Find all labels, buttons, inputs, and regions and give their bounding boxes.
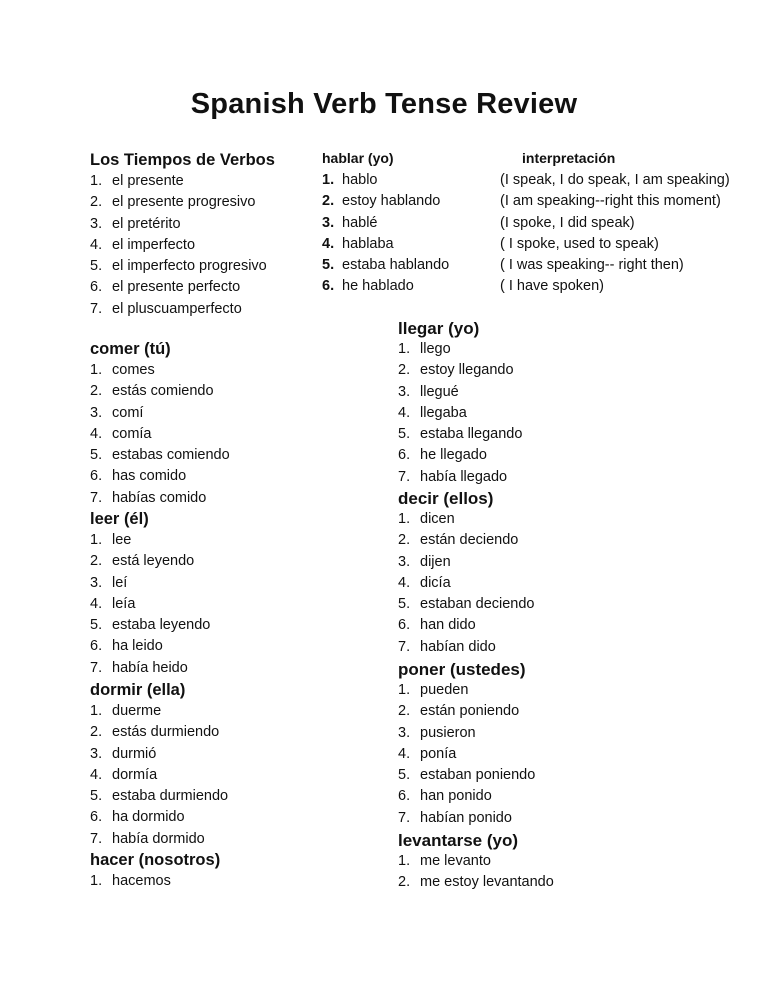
item-number: 4. <box>398 574 411 591</box>
list-item <box>322 255 762 276</box>
verb-form: hablé <box>342 214 378 231</box>
list-item <box>90 381 230 402</box>
verb-form: estaba leyendo <box>112 617 211 634</box>
item-number: 4. <box>398 404 411 421</box>
list-item <box>398 573 535 594</box>
item-number: 7. <box>90 300 103 317</box>
verb-form: ha leido <box>112 638 163 655</box>
item-number: 5. <box>398 767 411 784</box>
list-item <box>90 256 275 277</box>
item-number: 6. <box>90 638 103 655</box>
verb-form: estás durmiendo <box>112 724 220 741</box>
hablar-list <box>322 170 762 298</box>
item-number: 5. <box>90 258 103 275</box>
interpretation-text: (I am speaking--right this moment) <box>500 193 721 210</box>
verb-form: dicía <box>420 574 451 591</box>
verb-form: estaban deciendo <box>420 596 535 613</box>
list-item <box>398 637 535 658</box>
item-number: 1. <box>398 341 411 357</box>
list-item <box>90 299 275 320</box>
verb-form: me estoy levantando <box>420 874 554 891</box>
verb-form: estás comiendo <box>112 383 214 400</box>
list-item <box>90 744 228 765</box>
verb-form: estaba durmiendo <box>112 788 229 805</box>
list-item <box>90 765 228 786</box>
item-number: 6. <box>398 617 411 634</box>
item-number: 3. <box>90 215 103 232</box>
verb-form: pusieron <box>420 724 476 741</box>
list-item <box>398 530 535 551</box>
item-number: 5. <box>398 596 411 613</box>
levantarse-section <box>398 830 554 894</box>
section-heading: hacer (nosotros) <box>90 851 221 869</box>
verb-form: estabas comiendo <box>112 447 230 464</box>
verb-form: llegaba <box>420 404 467 421</box>
item-number: 2. <box>322 193 335 210</box>
hacer-list <box>90 871 220 892</box>
tenses-list <box>90 171 275 320</box>
interpretation-heading: interpretación <box>522 150 616 166</box>
section-heading: leer (él) <box>90 510 149 528</box>
list-item <box>398 339 522 360</box>
verb-form: he llegado <box>420 447 487 464</box>
decir-section <box>398 488 535 658</box>
list-item <box>398 445 522 466</box>
list-item <box>398 851 554 872</box>
section-heading: hablar (yo) <box>322 150 394 166</box>
list-item <box>398 552 535 573</box>
section-heading: llegar (yo) <box>398 319 480 338</box>
list-item <box>90 722 228 743</box>
section-heading: decir (ellos) <box>398 489 494 508</box>
list-item <box>398 360 522 381</box>
list-item <box>90 658 210 679</box>
item-number: 1. <box>90 873 103 889</box>
verb-form: había llegado <box>420 468 508 485</box>
item-number: 7. <box>90 489 103 506</box>
item-number: 5. <box>90 788 103 805</box>
item-number: 3. <box>90 574 103 591</box>
list-item <box>90 235 275 256</box>
list-item <box>398 467 522 488</box>
section-heading: levantarse (yo) <box>398 831 518 850</box>
item-number: 6. <box>90 809 103 826</box>
verb-form: hablo <box>342 172 378 188</box>
list-item <box>322 234 762 255</box>
interpretation-text: ( I have spoken) <box>500 278 604 295</box>
section-heading: comer (tú) <box>90 340 171 358</box>
verb-form: leí <box>112 574 128 591</box>
verb-form: he hablado <box>342 278 414 295</box>
item-number: 2. <box>90 194 103 211</box>
list-item <box>322 276 762 297</box>
list-item <box>322 213 762 234</box>
list-item <box>398 808 535 829</box>
verb-form: leía <box>112 595 136 612</box>
item-number: 3. <box>90 404 103 421</box>
verb-form: están poniendo <box>420 703 520 720</box>
item-number: 2. <box>398 532 411 549</box>
verb-form: dicen <box>420 511 455 527</box>
list-item <box>398 744 535 765</box>
item-number: 1. <box>90 532 103 548</box>
dormir-list <box>90 701 228 850</box>
item-number: 7. <box>398 638 411 655</box>
item-number: 6. <box>398 447 411 464</box>
list-item <box>90 615 210 636</box>
verb-form: durmió <box>112 745 157 762</box>
verb-form: han dido <box>420 617 476 634</box>
list-item <box>398 382 522 403</box>
verb-form: dijen <box>420 553 451 570</box>
verb-form: el imperfecto progresivo <box>112 258 267 275</box>
list-item <box>398 786 535 807</box>
list-item <box>90 807 228 828</box>
list-item <box>90 424 230 445</box>
list-item <box>90 277 275 298</box>
verb-form: lee <box>112 532 132 548</box>
poner-list <box>398 680 535 829</box>
list-item <box>90 214 275 235</box>
verb-form: estoy hablando <box>342 193 441 210</box>
item-number: 1. <box>398 682 411 698</box>
list-item <box>90 403 230 424</box>
verb-form: el imperfecto <box>112 236 196 253</box>
verb-form: habían dido <box>420 638 496 655</box>
item-number: 6. <box>90 279 103 296</box>
section-heading: Los Tiempos de Verbos <box>90 151 275 169</box>
interpretation-text: (I spoke, I did speak) <box>500 214 635 231</box>
item-number: 1. <box>90 362 103 378</box>
verb-form: llegué <box>420 383 459 400</box>
dormir-section <box>90 680 228 850</box>
item-number: 2. <box>90 383 103 400</box>
list-item <box>398 403 522 424</box>
item-number: 5. <box>90 617 103 634</box>
leer-list <box>90 530 210 679</box>
item-number: 3. <box>322 214 335 231</box>
verb-form: comes <box>112 362 155 378</box>
levantarse-list <box>398 851 554 894</box>
list-item <box>90 551 210 572</box>
list-item <box>90 488 230 509</box>
item-number: 2. <box>398 362 411 379</box>
verb-form: había heido <box>112 659 188 676</box>
decir-list <box>398 509 535 658</box>
list-item <box>90 445 230 466</box>
list-item <box>90 360 230 381</box>
verb-form: ponía <box>420 745 457 762</box>
verb-form: el presente progresivo <box>112 194 256 211</box>
verb-form: comí <box>112 404 144 421</box>
verb-form: hacemos <box>112 873 171 889</box>
list-item <box>90 829 228 850</box>
comer-list <box>90 360 230 509</box>
item-number: 4. <box>90 425 103 442</box>
list-item <box>90 573 210 594</box>
list-item <box>90 171 275 192</box>
list-item <box>322 170 762 191</box>
section-heading: dormir (ella) <box>90 681 186 699</box>
verb-form: estaban poniendo <box>420 767 536 784</box>
verb-form: ha dormido <box>112 809 185 826</box>
list-item <box>90 466 230 487</box>
item-number: 3. <box>398 553 411 570</box>
llegar-list <box>398 339 522 488</box>
list-item <box>398 424 522 445</box>
item-number: 7. <box>90 659 103 676</box>
item-number: 4. <box>90 595 103 612</box>
verb-form: el presente perfecto <box>112 279 241 296</box>
verb-form: has comido <box>112 468 187 485</box>
item-number: 5. <box>90 447 103 464</box>
hacer-section <box>90 850 220 892</box>
list-item <box>90 701 228 722</box>
item-number: 1. <box>90 173 103 189</box>
item-number: 6. <box>398 788 411 805</box>
poner-section <box>398 659 535 829</box>
verb-form: dormía <box>112 766 158 783</box>
verb-form: estaba hablando <box>342 257 450 274</box>
item-number: 1. <box>398 511 411 527</box>
item-number: 6. <box>90 468 103 485</box>
interpretation-text: (I speak, I do speak, I am speaking) <box>500 172 730 188</box>
list-item <box>398 701 535 722</box>
verb-form: llego <box>420 341 451 357</box>
verb-form: el presente <box>112 173 184 189</box>
item-number: 7. <box>398 809 411 826</box>
item-number: 7. <box>398 468 411 485</box>
list-item <box>398 680 535 701</box>
verb-form: estaba llegando <box>420 426 523 443</box>
item-number: 5. <box>398 426 411 443</box>
verb-form: había dormido <box>112 830 205 847</box>
verb-form: están deciendo <box>420 532 519 549</box>
page-title: Spanish Verb Tense Review <box>190 88 578 120</box>
item-number: 3. <box>90 745 103 762</box>
list-item <box>90 786 228 807</box>
list-item <box>90 871 220 892</box>
item-number: 1. <box>90 703 103 719</box>
verb-form: duerme <box>112 703 162 719</box>
llegar-section <box>398 318 522 488</box>
item-number: 4. <box>322 235 335 252</box>
verb-form: comía <box>112 425 152 442</box>
hablar-section <box>322 146 762 298</box>
interpretation-text: ( I spoke, used to speak) <box>500 235 659 252</box>
item-number: 2. <box>398 874 411 891</box>
tenses-section <box>90 150 275 320</box>
verb-form: pueden <box>420 682 469 698</box>
comer-section <box>90 339 230 509</box>
item-number: 4. <box>90 236 103 253</box>
list-item <box>90 530 210 551</box>
item-number: 6. <box>322 278 335 295</box>
list-item <box>398 594 535 615</box>
section-heading: poner (ustedes) <box>398 660 526 679</box>
item-number: 1. <box>398 853 411 869</box>
list-item <box>398 509 535 530</box>
list-item <box>398 765 535 786</box>
list-item <box>90 594 210 615</box>
verb-form: habías comido <box>112 489 207 506</box>
interpretation-text: ( I was speaking-- right then) <box>500 257 684 274</box>
item-number: 5. <box>322 257 335 274</box>
leer-section <box>90 509 210 679</box>
verb-form: hablaba <box>342 235 394 252</box>
list-item <box>90 636 210 657</box>
item-number: 4. <box>398 745 411 762</box>
verb-form: el pretérito <box>112 215 181 232</box>
verb-form: me levanto <box>420 853 491 869</box>
item-number: 2. <box>398 703 411 720</box>
list-item <box>322 191 762 212</box>
verb-form: habían ponido <box>420 809 512 826</box>
verb-form: está leyendo <box>112 553 195 570</box>
item-number: 3. <box>398 724 411 741</box>
verb-form: el pluscuamperfecto <box>112 300 242 317</box>
verb-form: han ponido <box>420 788 492 805</box>
list-item <box>398 872 554 893</box>
item-number: 2. <box>90 553 103 570</box>
item-number: 4. <box>90 766 103 783</box>
item-number: 3. <box>398 383 411 400</box>
item-number: 2. <box>90 724 103 741</box>
list-item <box>398 723 535 744</box>
item-number: 1. <box>322 172 335 188</box>
verb-form: estoy llegando <box>420 362 514 379</box>
item-number: 7. <box>90 830 103 847</box>
list-item <box>90 192 275 213</box>
list-item <box>398 615 535 636</box>
